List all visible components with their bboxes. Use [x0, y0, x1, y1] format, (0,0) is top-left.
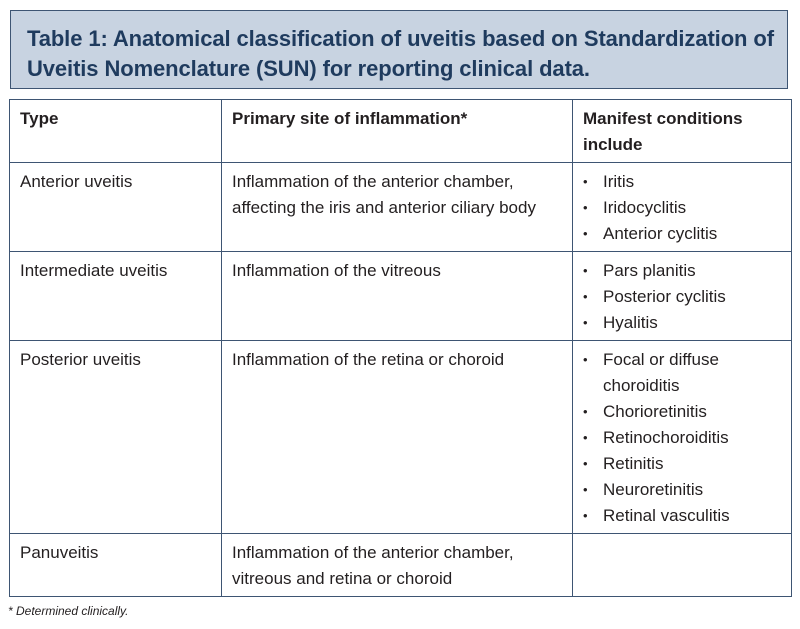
- table-footnote: * Determined clinically.: [8, 604, 129, 618]
- conditions-list: [583, 258, 781, 336]
- uveitis-classification-table: [9, 99, 792, 597]
- condition-item: • Iritis: [583, 169, 781, 195]
- condition-item: • Iridocyclitis: [583, 195, 781, 221]
- conditions-cell: [573, 534, 792, 597]
- condition-item: • Posterior cyclitis: [583, 284, 781, 310]
- condition-item: • Chorioretinitis: [583, 399, 781, 425]
- site-cell: Inflammation of the anterior chamber, affecting the iris and anterior ciliary body: [222, 163, 573, 252]
- condition-item: • Retinal vasculitis: [583, 503, 781, 529]
- table-row: [10, 252, 792, 341]
- conditions-cell: [573, 252, 792, 341]
- site-cell: Inflammation of the vitreous: [222, 252, 573, 341]
- condition-item: • Neuroretinitis: [583, 477, 781, 503]
- header-row: [10, 100, 792, 163]
- type-cell: Intermediate uveitis: [10, 252, 222, 341]
- conditions-list: [583, 347, 781, 529]
- header-type: Type: [10, 100, 222, 163]
- conditions-cell: [573, 341, 792, 534]
- condition-item: • Pars planitis: [583, 258, 781, 284]
- table-title: Table 1: Anatomical classification of uveitis based on Standardization of Uveitis Nomenclature (SUN) for reporting clinical data.: [27, 26, 774, 81]
- conditions-cell: [573, 163, 792, 252]
- type-cell: Panuveitis: [10, 534, 222, 597]
- type-cell: Posterior uveitis: [10, 341, 222, 534]
- condition-item: • Retinitis: [583, 451, 781, 477]
- site-cell: Inflammation of the retina or choroid: [222, 341, 573, 534]
- condition-item: • Retinochoroiditis: [583, 425, 781, 451]
- conditions-list: [583, 169, 781, 247]
- type-cell: Anterior uveitis: [10, 163, 222, 252]
- table-row: [10, 341, 792, 534]
- table-row: [10, 534, 792, 597]
- table-title-box: [10, 10, 788, 89]
- table-row: [10, 163, 792, 252]
- header-manifest-conditions: Manifest conditions include: [573, 100, 792, 163]
- condition-item: • Anterior cyclitis: [583, 221, 781, 247]
- condition-item: • Focal or diffuse choroiditis: [583, 347, 781, 399]
- header-primary-site: Primary site of inflammation*: [222, 100, 573, 163]
- condition-item: • Hyalitis: [583, 310, 781, 336]
- site-cell: Inflammation of the anterior chamber, vitreous and retina or choroid: [222, 534, 573, 597]
